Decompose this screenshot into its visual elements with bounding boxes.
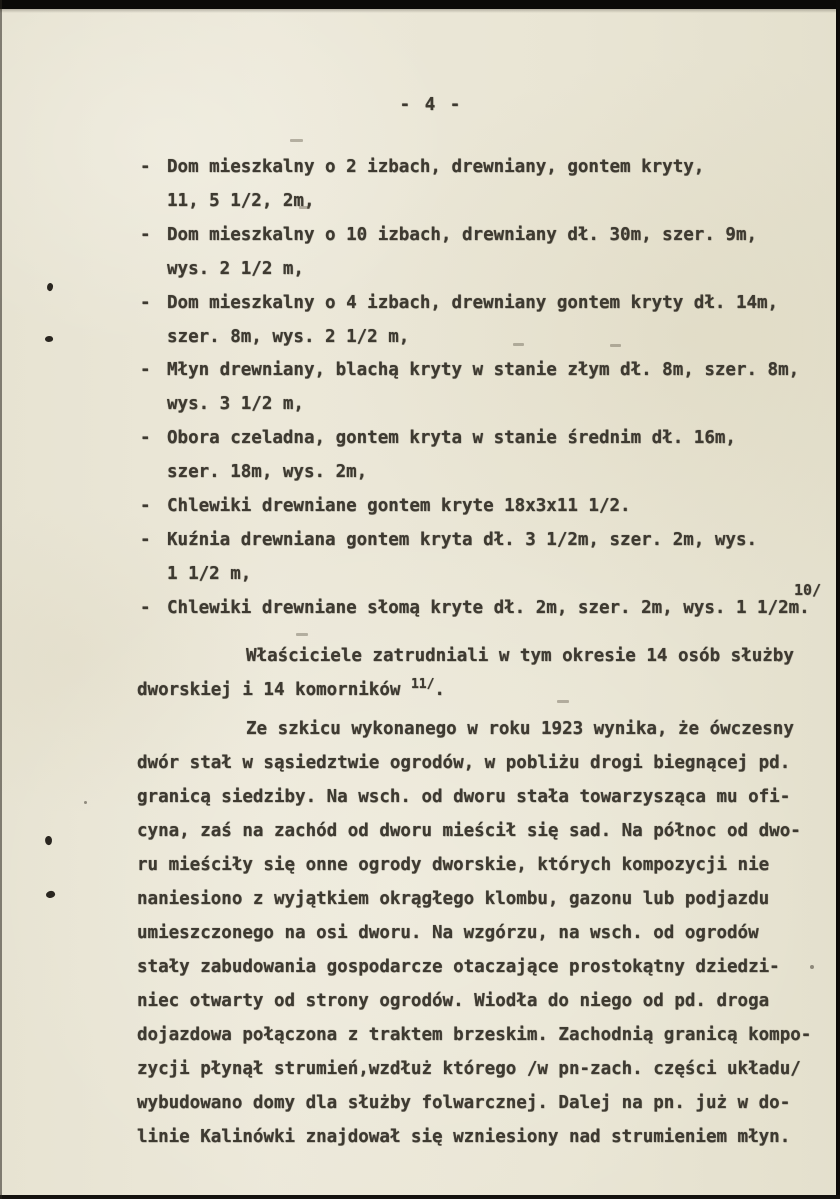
inventory-line: wys. 2 1/2 m, <box>167 258 304 279</box>
scan-edge-top <box>0 0 840 9</box>
ink-speck <box>45 889 56 899</box>
bullet-dash: - <box>140 597 151 618</box>
ghost-dash <box>513 343 524 346</box>
inventory-line: szer. 8m, wys. 2 1/2 m, <box>167 326 410 347</box>
bullet-dash: - <box>140 529 151 550</box>
ghost-dash <box>557 700 569 703</box>
paragraph-line: Ze szkicu wykonanego w roku 1923 wynika, że ówczesny <box>246 719 794 739</box>
paragraph-line: zycji płynął strumień,wzdłuż którego /w pn-zach. części układu/ <box>137 1059 801 1079</box>
paragraph-line: Właściciele zatrudniali w tym okresie 14 osób służby <box>246 646 794 666</box>
inventory-line: - Obora czeladna, gontem kryta w stanie średnim dł. 16m, <box>140 422 832 456</box>
inventory-line: - Chlewiki drewniane gontem kryte 18x3x11 1/2. <box>140 490 832 524</box>
inventory-line: - Chlewiki drewniane słomą kryte dł. 2m, szer. 2m, wys. 1 1/2m. <box>140 592 832 626</box>
bullet-dash: - <box>140 224 151 245</box>
ink-speck <box>810 965 814 969</box>
ink-speck <box>44 835 52 845</box>
inventory-line: 1 1/2 m, <box>167 563 252 584</box>
inventory-line: wys. 3 1/2 m, <box>167 394 304 415</box>
paragraph-line: dwór stał w sąsiedztwie ogrodów, w pobliżu drogi biegnącej pd. <box>137 753 791 773</box>
inventory-line: - Młyn drewniany, blachą kryty w stanie złym dł. 8m, szer. 8m, <box>140 354 832 388</box>
scan-edge-right <box>836 0 840 1199</box>
ghost-dash <box>290 139 303 142</box>
paragraph-line: dworskiej i 14 komorników $^{11/}$. <box>137 677 445 700</box>
ghost-dash <box>299 206 310 209</box>
bullet-dash: - <box>140 360 151 381</box>
inventory-line: 11, 5 1/2, 2m, <box>167 190 315 211</box>
bullet-dash: - <box>140 428 151 449</box>
paragraph-line: ru mieściły się onne ogrody dworskie, których kompozycji nie <box>137 855 770 875</box>
ghost-dash <box>610 344 621 347</box>
paragraph-line: cyna, zaś na zachód od dworu mieścił się sad. Na północ od dwo- <box>137 821 801 841</box>
scan-edge-bottom <box>0 1195 840 1199</box>
scan-edge-left <box>0 0 2 1199</box>
paragraph-line: linie Kalinówki znajdował się wzniesiony nad strumieniem młyn. <box>137 1127 791 1147</box>
inventory-line: - Dom mieszkalny o 2 izbach, drewniany, gontem kryty, <box>140 151 832 185</box>
paragraph-line: umieszczonego na osi dworu. Na wzgórzu, na wsch. od ogrodów <box>137 923 759 943</box>
ink-speck <box>46 282 54 292</box>
inventory-line: - Dom mieszkalny o 10 izbach, drewniany dł. 30m, szer. 9m, <box>140 219 832 253</box>
page-number: - 4 - <box>399 95 463 115</box>
ghost-dash <box>296 633 308 636</box>
paragraph-employment <box>137 639 837 709</box>
ink-speck <box>44 335 53 343</box>
ink-speck <box>84 801 87 804</box>
paragraph-line: wybudowano domy dla służby folwarcznej. Dalej na pn. już w do- <box>137 1093 791 1113</box>
paragraph-line: granicą siedziby. Na wsch. od dworu stała towarzysząca mu ofi- <box>137 787 791 807</box>
bullet-dash: - <box>140 496 151 517</box>
inventory-line: - Kuźnia drewniana gontem kryta dł. 3 1/2m, szer. 2m, wys. <box>140 524 832 558</box>
paragraph-line: niec otwarty od strony ogrodów. Wiodła do niego od pd. droga <box>137 991 770 1011</box>
paragraph-line: naniesiono z wyjątkiem okrągłego klombu, gazonu lub podjazdu <box>137 889 770 909</box>
inventory-list <box>140 151 832 626</box>
paragraph-line: dojazdowa połączona z traktem brzeskim. Zachodnią granicą kompo- <box>137 1025 812 1045</box>
paragraph-line: stały zabudowania gospodarcze otaczające prostokątny dziedzi- <box>137 957 780 977</box>
footnote-marker-10: 10/ <box>794 581 822 599</box>
bullet-dash: - <box>140 157 151 177</box>
inventory-line: - Dom mieszkalny o 4 izbach, drewniany gontem kryty dł. 14m, <box>140 287 832 321</box>
inventory-line: szer. 18m, wys. 2m, <box>167 462 368 483</box>
footnote-marker-11: 11/ <box>410 677 435 692</box>
paragraph-sketch-1923 <box>137 712 837 1154</box>
bullet-dash: - <box>140 292 151 313</box>
